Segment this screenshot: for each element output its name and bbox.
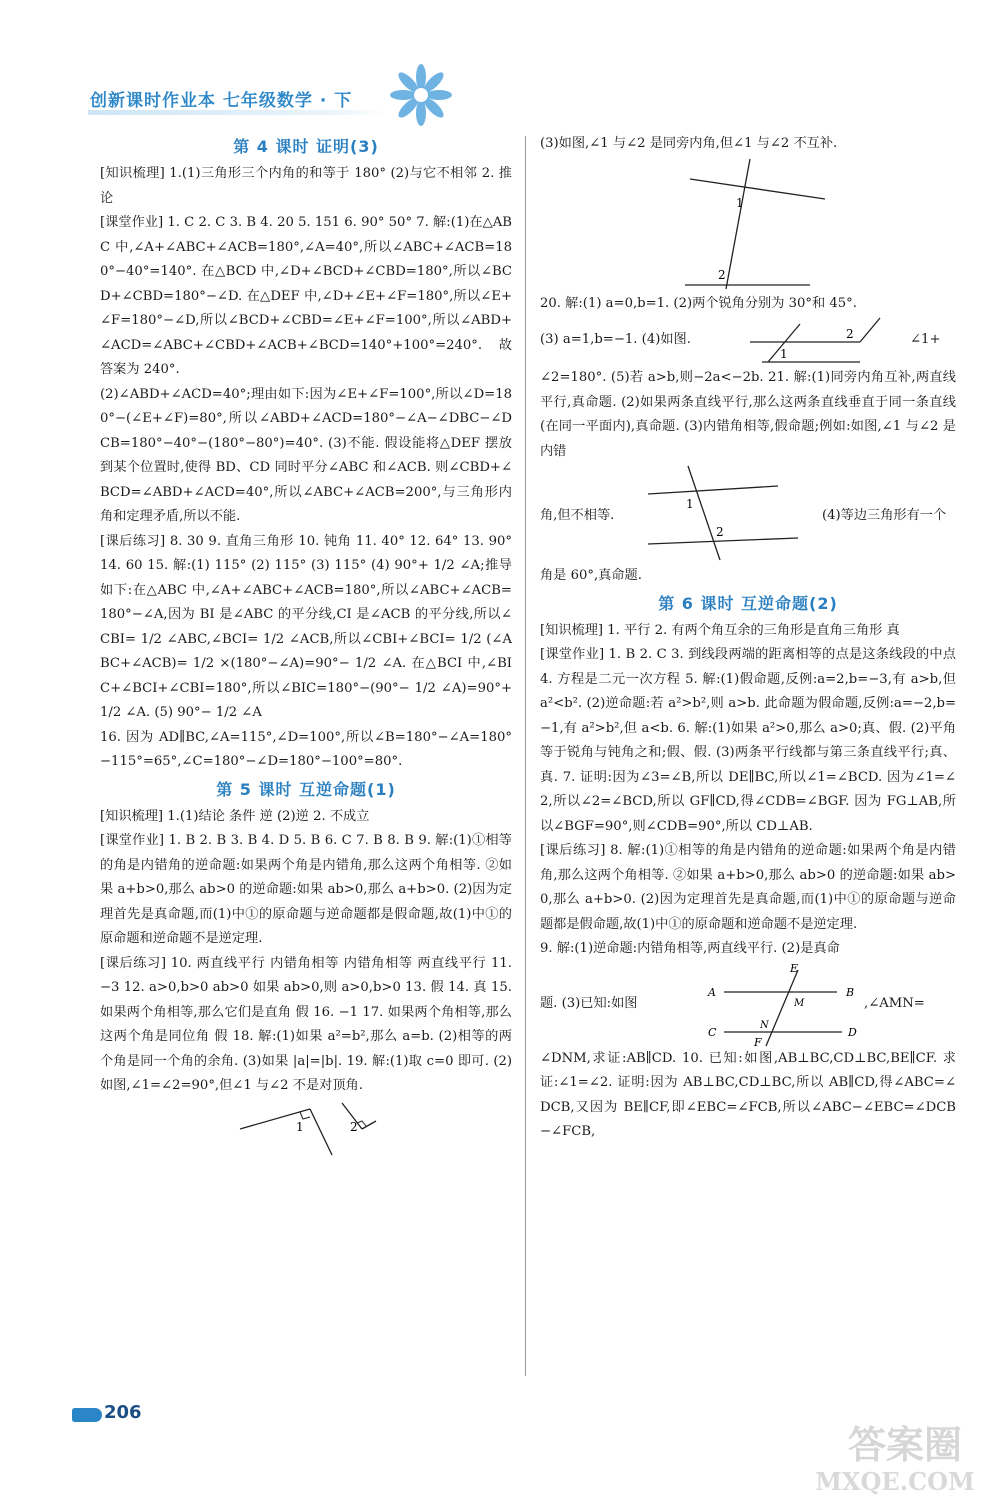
- watermark: [790, 1400, 1000, 1497]
- q21-part4: (4)等边三角形有一个: [822, 508, 947, 523]
- lesson4-classwork: [课堂作业] 1. C 2. C 3. B 4. 20 5. 151 6. 90° 50° 7. 解:(1)在△ABC 中,∠A+∠ABC+∠ACB=180°,∠A=40°,所以∠ABC+∠ACB=180°−40°=140°. 在△BCD 中,∠D+∠BCD+∠CBD=180°,所以∠BCD+∠CBD=180°−∠D. 在△DEF 中,∠D+∠E+∠F=180°,所以∠E+∠F=180°−∠D,所以∠BCD+∠CBD=∠E+∠F=100°,所以∠ABD+∠ACD=∠ABC+∠CBD+∠ACB+∠BCD=140°+100°=240°. 故答案为 240°.: [100, 215, 512, 377]
- watermark-text: MXQE.COM: [815, 1467, 975, 1496]
- figure-same-side-angles: [540, 157, 956, 292]
- section-title-lesson4: 第 4 课时 证明(3): [233, 137, 379, 156]
- lesson6-q10: ∠DNM,求证:AB∥CD. 10. 已知:如图,AB⊥BC,CD⊥BC,BE∥CF. 求证:∠1=∠2. 证明:因为 AB⊥BC,CD⊥BC,所以 AB∥CD,得∠ABC=∠DCB,又因为 BE∥CF,即∠EBC=∠FCB,所以∠ABC−∠EBC=∠DCB−∠FCB,: [540, 1050, 956, 1139]
- point-D: D: [848, 1025, 857, 1039]
- lesson6-knowledge: [知识梳理] 1. 平行 2. 有两个角互余的三角形是直角三角形 真: [540, 622, 900, 638]
- figure-q19-right-angles: [100, 1099, 512, 1159]
- point-M: M: [794, 997, 805, 1009]
- q9-angle-text: ,∠AMN=: [864, 995, 925, 1011]
- lesson4-homework: [课后练习] 8. 30 9. 直角三角形 10. 钝角 11. 40° 12. 64° 13. 90° 14. 60 15. 解:(1) 115° (2) 115° (3) 115° (4) 90°+ 1/2 ∠A;推导如下:在△ABC 中,∠A+∠ABC+∠ACB=180°,所以∠ABC+∠ACB=180°−∠A,因为 BI 是∠ABC 的平分线,CI 是∠ACB 的平分线,所以∠CBI= 1/2 ∠ABC,∠BCI= 1/2 ∠ACB,所以∠CBI+∠BCI= 1/2 (∠ABC+∠ACB)= 1/2 ×(180°−∠A)=90°− 1/2 ∠A. 在△BCI 中,∠BIC+∠BCI+∠CBI=180°,所以∠BIC=180°−(90°− 1/2 ∠A)=90°+ 1/2 ∠A. (5) 90°− 1/2 ∠A: [100, 533, 512, 720]
- flower-icon: [388, 62, 454, 128]
- q19-part3: (3)如图,∠1 与∠2 是同旁内角,但∠1 与∠2 不互补.: [540, 136, 838, 151]
- lesson5-homework: [课后练习] 10. 两直线平行 内错角相等 内错角相等 两直线平行 11. −3 12. a>0,b>0 ab>0 如果 ab>0,则 a>0,b>0 13. 假 14. 真 15. 如果两个角相等,那么它们是直角 假 16. −1 17. 如果两个角相等,那么这两个角是同位角 假 18. 解:(1)如果 a²=b²,那么 a=b. (2)相等的两个角是同一个角的余角. (3)如果 |a|=|b|. 19. 解:(1)取 c=0 即可. (2)如图,∠1=∠2=90°,但∠1 与∠2 不是对顶角.: [100, 955, 512, 1093]
- right-column: [540, 132, 956, 1145]
- figure-alternate-angles: [648, 464, 818, 564]
- figure-label-1: 1: [686, 497, 694, 511]
- point-A: A: [708, 985, 716, 999]
- point-N: N: [760, 1019, 769, 1031]
- page-header: [88, 80, 458, 132]
- q21-part4-end: 角是 60°,真命题.: [540, 568, 642, 583]
- figure-parallel-angles: [750, 316, 890, 366]
- lesson6-classwork: [课堂作业] 1. B 2. C 3. 到线段两端的距离相等的点是这条线段的中点 4. 方程是二元一次方程 5. 解:(1)假命题,反例:a=2,b=−3,有 a>b,但 a²<b². (2)逆命题:若 a²>b²,则 a>b. 此命题为假命题,反例:a=−2,b=−1,有 a²>b²,但 a<b. 6. 解:(1)如果 a²>0,那么 a>0;真、假. (2)平角等于锐角与钝角之和;假、假. (3)两条平行线都与第三条直线平行;真、真. 7. 证明:因为∠3=∠B,所以 DE∥BC,所以∠1=∠BCD. 因为∠1=∠2,所以∠2=∠BCD,所以 GF∥CD,得∠CDB=∠BGF. 因为 FG⊥AB,所以∠BGF=90°,则∠CDB=90°,所以 CD⊥AB.: [540, 647, 956, 834]
- q9-figure-line: [540, 962, 956, 1047]
- lesson4-knowledge: [知识梳理] 1.(1)三角形三个内角的和等于 180° (2)与它不相邻 2. 推论: [100, 166, 512, 206]
- left-column: [100, 132, 512, 1159]
- figure-label-2: 2: [846, 327, 854, 341]
- q20-part4-text: ∠1+: [910, 332, 941, 347]
- section-title-lesson5: 第 5 课时 互逆命题(1): [216, 779, 396, 799]
- q20-part3-text: (3) a=1,b=−1. (4)如图.: [540, 332, 691, 347]
- section-title-lesson6: 第 6 课时 互逆命题(2): [658, 593, 838, 613]
- q21-part3-line: [540, 464, 956, 564]
- figure-label-1: 1: [736, 195, 744, 210]
- point-F: F: [754, 1035, 762, 1047]
- book-title: 创新课时作业本 七年级数学 · 下: [90, 91, 353, 111]
- page-number-tab: [72, 1408, 102, 1422]
- q20-part1-2: 20. 解:(1) a=0,b=1. (2)两个锐角分别为 30°和 45°.: [540, 295, 857, 311]
- page-number: 206: [104, 1402, 142, 1423]
- figure-label-2: 2: [716, 525, 724, 539]
- q20-part3-line: [540, 316, 956, 366]
- point-E: E: [790, 961, 799, 975]
- lesson6-homework: [课后练习] 8. 解:(1)①相等的角是内错角的逆命题:如果两个角是内错角,那么这两个角相等. ②如果 a+b>0,那么 ab>0 的逆命题:如果 ab>0,那么 a+b>0. (2)因为定理首先是真命题,而(1)中①的原命题与逆命题都是假命题,故(1)中①的原命题和逆命题不是逆定理.: [540, 843, 956, 932]
- lesson5-knowledge: [知识梳理] 1.(1)结论 条件 逆 (2)逆 2. 不成立: [100, 808, 370, 824]
- watermark-top: 答案圈: [847, 1422, 963, 1467]
- q9-given-text: 题. (3)已知:如图: [540, 995, 638, 1011]
- lesson6-q9: 9. 解:(1)逆命题:内错角相等,两直线平行. (2)是真命: [540, 941, 840, 956]
- point-C: C: [708, 1025, 717, 1039]
- figure-label-1: 1: [780, 347, 788, 361]
- q21-part3-end: 角,但不相等.: [540, 508, 615, 523]
- column-divider: [525, 136, 526, 1376]
- figure-label-1: 1: [296, 1119, 304, 1134]
- figure-transversal-ef: [702, 962, 862, 1047]
- lesson4-q16: 16. 因为 AD∥BC,∠A=115°,∠D=100°,所以∠B=180°−∠A=180°−115°=65°,∠C=180°−∠D=180°−100°=80°.: [100, 729, 512, 769]
- figure-label-2: 2: [350, 1119, 358, 1134]
- lesson5-classwork: [课堂作业] 1. B 2. B 3. B 4. D 5. B 6. C 7. B 8. B 9. 解:(1)①相等的角是内错角的逆命题:如果两个角是内错角,那么这两个角相等. ②如果 a+b>0,那么 ab>0 的逆命题:如果 ab>0,那么 a+b>0. (2)因为定理首先是真命题,而(1)中①的原命题与逆命题都是假命题,故(1)中①的原命题和逆命题不是逆定理.: [100, 833, 512, 946]
- lesson4-classwork-cont: (2)∠ABD+∠ACD=40°;理由如下:因为∠E+∠F=100°,所以∠D=180°−(∠E+∠F)=80°,所以∠ABD+∠ACD=180°−∠A−∠DBC−∠DCB=180°−40°−(180°−80°)=40°. (3)不能. 假设能将△DEF 摆放到某个位置时,使得 BD、CD 同时平分∠ABC 和∠ACB. 则∠CBD+∠BCD=∠ABD+∠ACD=40°,所以∠ABC+∠ACB=200°,与三角形内角和定理矛盾,所以不能.: [100, 386, 512, 524]
- point-B: B: [846, 985, 855, 999]
- q20-21-answers: ∠2=180°. (5)若 a>b,则−2a<−2b. 21. 解:(1)同旁内角互补,两直线平行,真命题. (2)如果两条直线平行,那么这两条直线垂直于同一条直线(在同一平面内),真命题. (3)内错角相等,假命题;例如:如图,∠1 与∠2 是内错: [540, 370, 956, 459]
- figure-label-2: 2: [718, 267, 726, 282]
